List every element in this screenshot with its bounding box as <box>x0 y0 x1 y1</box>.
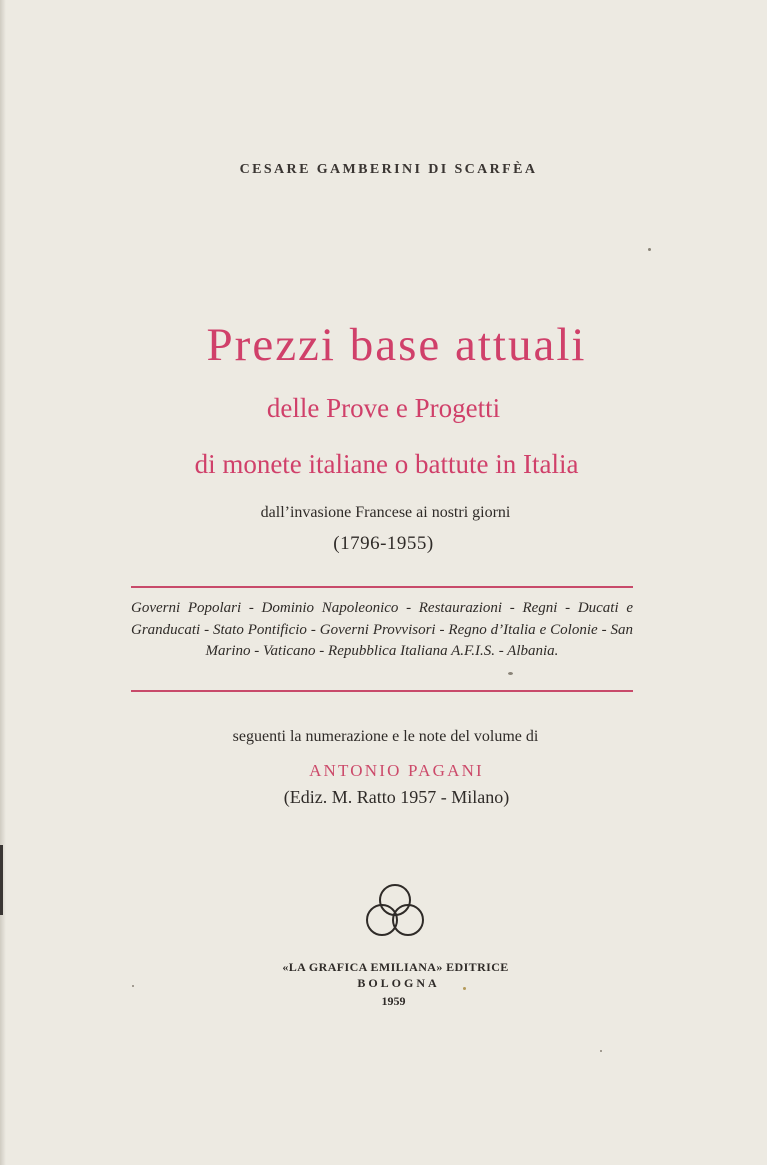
periods-list: Governi Popolari - Dominio Napoleonico - Restaurazioni - Regni - Ducati e Granducati - Stato Pontificio - Governi Provvisori - Regno d’Italia e Colonie - San Marino - Vaticano - Repubblica Italiana A.F.I.S. - Albania. <box>131 600 633 659</box>
paper-speck <box>600 1050 602 1052</box>
book-title: Prezzi base attuali <box>206 319 587 371</box>
publisher-city: BOLOGNA <box>357 976 440 990</box>
period-description: dall’invasione Francese ai nostri giorni <box>260 504 511 521</box>
bottom-divider-rule <box>131 690 633 692</box>
publisher-name: «LA GRAFICA EMILIANA» EDITRICE <box>282 960 509 974</box>
reference-note: seguenti la numerazione e le note del volume di <box>232 728 539 745</box>
book-subtitle-line-2: di monete italiane o battute in Italia <box>194 449 579 479</box>
author-name: CESARE GAMBERINI DI SCARFÈA <box>239 162 538 177</box>
binding-mark <box>0 845 3 915</box>
paper-speck <box>132 985 134 987</box>
top-divider-rule <box>131 586 633 588</box>
paper-speck <box>508 672 513 675</box>
paper-speck <box>648 248 651 251</box>
three-interlocking-circles-icon <box>361 880 429 940</box>
paper-speck <box>463 987 466 990</box>
year-range: (1796-1955) <box>333 533 434 554</box>
book-subtitle-line-1: delle Prove e Progetti <box>266 393 501 423</box>
reference-author: ANTONIO PAGANI <box>309 761 484 780</box>
publication-year: 1959 <box>381 994 406 1008</box>
reference-edition: (Ediz. M. Ratto 1957 - Milano) <box>283 787 510 807</box>
